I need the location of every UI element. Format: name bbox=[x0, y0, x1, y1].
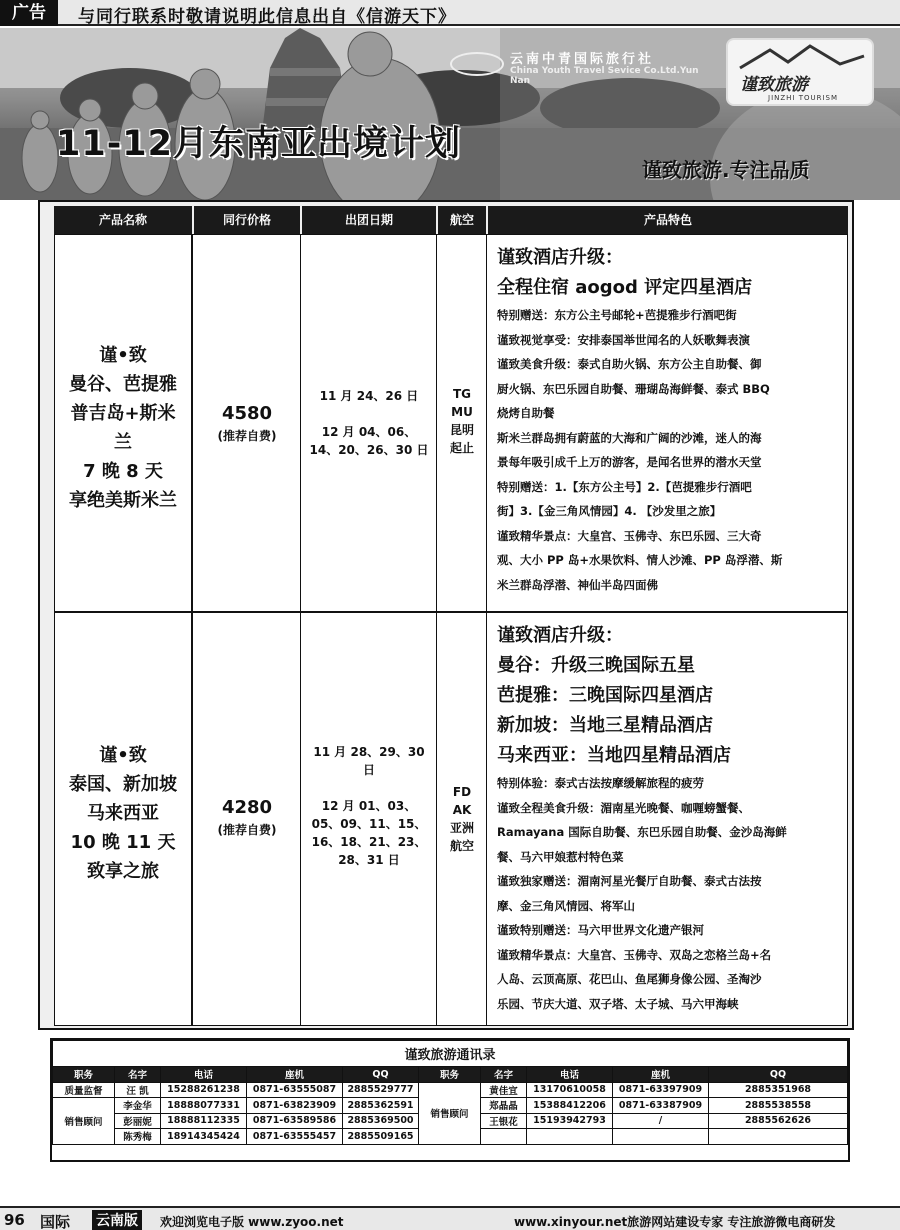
contact-qq: 2885362591 bbox=[343, 1098, 419, 1114]
row1-name-line: 曼谷、芭提雅 bbox=[69, 374, 177, 395]
row2-air-line: AK bbox=[452, 803, 472, 817]
edition-label: 云南版 bbox=[92, 1210, 142, 1230]
contact-role: 质量监督 bbox=[53, 1082, 115, 1098]
contact-header-row bbox=[53, 1067, 848, 1083]
row1-feature-line: 厨火锅、东巴乐园自助餐、珊瑚岛海鲜餐、泰式 BBQ bbox=[497, 381, 770, 396]
row2-feature-line: Ramayana 国际自助餐、东巴乐园自助餐、金沙岛海鲜 bbox=[497, 825, 787, 839]
row1-feature-line: 米兰群岛浮潜、神仙半岛四面佛 bbox=[497, 577, 658, 592]
row2-name-cell bbox=[54, 612, 192, 1026]
row1-feature-line: 烧烤自助餐 bbox=[497, 406, 555, 420]
contact-header-cell: 职务 bbox=[419, 1067, 481, 1083]
contact-qq: 2885351968 bbox=[709, 1082, 848, 1098]
contact-phone: 15288261238 bbox=[161, 1082, 247, 1098]
row1-name bbox=[55, 341, 191, 515]
contact-empty bbox=[527, 1129, 613, 1145]
row1-feature-line: 谨致视觉享受：安排泰国举世闻名的人妖歌舞表演 bbox=[497, 332, 750, 347]
row2-feature-heading: 新加坡：当地三星精品酒店 bbox=[497, 715, 713, 736]
ad-tag: 广告 bbox=[0, 0, 58, 26]
row2-name-line: 马来西亚 bbox=[87, 803, 159, 824]
contact-empty bbox=[613, 1129, 709, 1145]
header-airline: 航空 bbox=[438, 206, 486, 234]
row1-name-line: 普吉岛+斯米 bbox=[70, 403, 176, 424]
row2-air-line: FD bbox=[452, 785, 472, 799]
row2-feature-line: 谨致全程美食升级：湄南星光晚餐、咖喱螃蟹餐、 bbox=[497, 800, 750, 815]
row1-date-line bbox=[301, 405, 437, 423]
contact-role: 销售顾问 bbox=[419, 1082, 481, 1144]
row2-name-line: 谨•致 bbox=[99, 745, 147, 766]
row1-dates-cell bbox=[300, 234, 438, 612]
contact-landline: 0871-63555457 bbox=[247, 1129, 343, 1145]
row2-date-line: 日 bbox=[362, 763, 375, 777]
row1-name-line: 谨•致 bbox=[99, 345, 147, 366]
row2-date-line bbox=[301, 779, 437, 797]
row1-air-line: 起止 bbox=[449, 441, 474, 455]
ad-notice-bar bbox=[0, 0, 900, 26]
contact-header-cell: 座机 bbox=[613, 1067, 709, 1083]
contact-header-cell: QQ bbox=[343, 1067, 419, 1083]
contact-header-cell: 职务 bbox=[53, 1067, 115, 1083]
contact-qq: 2885529777 bbox=[343, 1082, 419, 1098]
row1-price-cell bbox=[192, 234, 302, 612]
row2-features-cell bbox=[486, 612, 848, 1026]
row1-feature-line: 街】3.【金三角风情园】4. 【沙发里之旅】 bbox=[497, 504, 722, 518]
row2-feature-heading: 谨致酒店升级： bbox=[497, 625, 623, 646]
row2-name bbox=[55, 741, 191, 886]
row2-dates bbox=[301, 743, 437, 869]
contact-landline: 0871-63589586 bbox=[247, 1113, 343, 1129]
ad-notice-text: 与同行联系时敬请说明此信息出自《信游天下》 bbox=[78, 7, 456, 27]
brand-name-en: JINZHI TOURISM bbox=[768, 94, 839, 102]
row2-feature-line: 特别体验：泰式古法按摩缓解旅程的疲劳 bbox=[497, 776, 704, 790]
row2-dates-cell bbox=[300, 612, 438, 1026]
row2-airline-cell bbox=[436, 612, 488, 1026]
contact-directory bbox=[50, 1038, 850, 1162]
row2-price-note: (推荐自费) bbox=[217, 823, 277, 837]
row1-feature-line: 谨致美食升级：泰式自助火锅、东方公主自助餐、御 bbox=[497, 357, 762, 371]
page-footer bbox=[0, 1206, 900, 1230]
row1-feature-line: 观、大小 PP 岛+水果饮料、情人沙滩、PP 岛浮潜、斯 bbox=[497, 553, 783, 567]
header-price: 同行价格 bbox=[194, 206, 300, 234]
contact-header-cell: 名字 bbox=[481, 1067, 527, 1083]
row1-feature-line: 景每年吸引成千上万的游客，是闻名世界的潜水天堂 bbox=[497, 455, 762, 469]
hero-banner bbox=[0, 28, 900, 200]
row1-date-line: 14、20、26、30 日 bbox=[309, 443, 429, 457]
contact-qq: 2885538558 bbox=[709, 1098, 848, 1114]
row1-name-line: 兰 bbox=[114, 432, 132, 453]
contact-phone: 18888112335 bbox=[161, 1113, 247, 1129]
contact-name: 李金华 bbox=[115, 1098, 161, 1114]
contact-header-cell: 电话 bbox=[161, 1067, 247, 1083]
row1-price: 4580 bbox=[221, 403, 273, 424]
contact-empty bbox=[709, 1129, 848, 1145]
agency-name-cn: 云南中青国际旅行社 bbox=[510, 52, 655, 67]
contact-role: 销售顾问 bbox=[53, 1098, 115, 1145]
row1-airline-cell bbox=[436, 234, 488, 612]
row1-air-line: TG bbox=[452, 387, 472, 401]
row1-price-note: (推荐自费) bbox=[217, 429, 277, 443]
footer-left-text: 欢迎浏览电子版 www.zyoo.net bbox=[160, 1215, 344, 1229]
header-features: 产品特色 bbox=[488, 206, 848, 234]
contact-phone: 18888077331 bbox=[161, 1098, 247, 1114]
contact-header-cell: 名字 bbox=[115, 1067, 161, 1083]
row2-date-line: 12 月 01、03、 bbox=[321, 799, 417, 813]
contact-name: 黄佳宜 bbox=[481, 1082, 527, 1098]
contact-phone: 15193942793 bbox=[527, 1113, 613, 1129]
row2-name-line: 泰国、新加坡 bbox=[69, 774, 177, 795]
contact-name: 汪 凯 bbox=[115, 1082, 161, 1098]
brand-name-cn: 谨致旅游 bbox=[740, 75, 808, 95]
row2-features bbox=[497, 621, 839, 1016]
row1-air-line: 昆明 bbox=[449, 423, 474, 437]
row1-feature-line: 谨致精华景点：大皇宫、玉佛寺、东巴乐园、三大奇 bbox=[497, 528, 762, 543]
row1-air-line: MU bbox=[451, 405, 473, 419]
row1-features bbox=[497, 243, 839, 597]
row2-date-line: 05、09、11、15、 bbox=[311, 817, 427, 831]
row1-name-line: 享绝美斯米兰 bbox=[69, 490, 177, 511]
row2-feature-line: 谨致特别赠送：马六甲世界文化遗产银河 bbox=[497, 923, 704, 937]
product-table bbox=[38, 200, 854, 1030]
row1-features-cell bbox=[486, 234, 848, 612]
contact-title: 谨致旅游通讯录 bbox=[53, 1041, 848, 1067]
row2-air-line: 航空 bbox=[449, 839, 474, 853]
header-dates: 出团日期 bbox=[302, 206, 436, 234]
row1-feature-heading: 谨致酒店升级： bbox=[497, 247, 623, 268]
row1-feature-line: 斯米兰群岛拥有蔚蓝的大海和广阔的沙滩，迷人的海 bbox=[497, 430, 762, 445]
row1-date-line: 11 月 24、26 日 bbox=[319, 389, 419, 403]
row2-name-line: 10 晚 11 天 bbox=[70, 832, 176, 853]
row1-airline bbox=[437, 385, 487, 457]
section-label: 国际 bbox=[40, 1213, 71, 1230]
row2-price-cell bbox=[192, 612, 302, 1026]
contact-landline: / bbox=[613, 1113, 709, 1129]
contact-name: 王银花 bbox=[481, 1113, 527, 1129]
slogan: 谨致旅游.专注品质 bbox=[642, 158, 810, 182]
contact-phone: 15388412206 bbox=[527, 1098, 613, 1114]
contact-name: 陈秀梅 bbox=[115, 1129, 161, 1145]
row2-airline bbox=[437, 783, 487, 855]
row2-feature-line: 人岛、云顶高原、花巴山、鱼尾狮身像公园、圣淘沙 bbox=[497, 972, 762, 986]
row2-name-line: 致享之旅 bbox=[87, 861, 159, 882]
row1-name-cell bbox=[54, 234, 192, 612]
row2-feature-line: 谨致精华景点：大皇宫、玉佛寺、双岛之恋格兰岛+名 bbox=[497, 947, 772, 962]
contact-phone: 13170610058 bbox=[527, 1082, 613, 1098]
footer-right-text: www.xinyour.net旅游网站建设专家 专注旅游微电商研发 bbox=[514, 1215, 836, 1229]
row2-date-line: 28、31 日 bbox=[338, 853, 400, 867]
row2-air-line: 亚洲 bbox=[449, 821, 474, 835]
contact-table bbox=[52, 1040, 848, 1145]
contact-landline: 0871-63397909 bbox=[613, 1082, 709, 1098]
contact-header-cell: 座机 bbox=[247, 1067, 343, 1083]
row2-price: 4280 bbox=[221, 797, 273, 818]
contact-empty bbox=[481, 1129, 527, 1145]
row2-feature-line: 谨致独家赠送：湄南河星光餐厅自助餐、泰式古法按 bbox=[497, 874, 762, 888]
contact-row bbox=[53, 1082, 848, 1098]
contact-name: 郑晶晶 bbox=[481, 1098, 527, 1114]
row2-feature-line: 乐园、节庆大道、双子塔、太子城、马六甲海峡 bbox=[497, 996, 739, 1011]
page-title: 11-12月东南亚出境计划 bbox=[56, 124, 461, 164]
row2-feature-line: 餐、马六甲娘惹村特色菜 bbox=[497, 849, 624, 864]
row2-date-line: 16、18、21、23、 bbox=[311, 835, 427, 849]
contact-header-cell: QQ bbox=[709, 1067, 848, 1083]
row2-date-line: 11 月 28、29、30 bbox=[313, 745, 425, 759]
page-number: 96 bbox=[4, 1211, 25, 1229]
cyts-logo-icon bbox=[450, 52, 504, 76]
row2-feature-heading: 马来西亚：当地四星精品酒店 bbox=[497, 745, 731, 766]
contact-phone: 18914345424 bbox=[161, 1129, 247, 1145]
row1-feature-line: 特别赠送：东方公主号邮轮+芭提雅步行酒吧街 bbox=[497, 308, 737, 322]
row2-feature-heading: 芭提雅：三晚国际四星酒店 bbox=[497, 685, 713, 706]
row1-feature-line: 特别赠送：1.【东方公主号】2.【芭提雅步行酒吧 bbox=[497, 479, 752, 494]
contact-landline: 0871-63823909 bbox=[247, 1098, 343, 1114]
row1-dates bbox=[301, 387, 437, 459]
agency-name-en: China Youth Travel Sevice Co.Ltd.Yun Nan bbox=[510, 66, 699, 86]
row1-feature-heading: 全程住宿 aogod 评定四星酒店 bbox=[497, 277, 753, 298]
header-product-name: 产品名称 bbox=[54, 206, 192, 234]
row2-feature-line: 摩、金三角风情园、将军山 bbox=[497, 898, 635, 913]
row2-feature-heading: 曼谷：升级三晚国际五星 bbox=[497, 655, 695, 676]
contact-qq: 2885562626 bbox=[709, 1113, 848, 1129]
contact-qq: 2885369500 bbox=[343, 1113, 419, 1129]
jinzhi-brand-logo bbox=[726, 38, 874, 106]
contact-landline: 0871-63387909 bbox=[613, 1098, 709, 1114]
contact-landline: 0871-63555087 bbox=[247, 1082, 343, 1098]
row1-name-line: 7 晚 8 天 bbox=[83, 461, 163, 482]
mountain-logo-icon bbox=[730, 42, 874, 72]
row1-date-line: 12 月 04、06、 bbox=[321, 425, 417, 439]
agency-logo-block bbox=[450, 46, 720, 92]
contact-header-cell: 电话 bbox=[527, 1067, 613, 1083]
contact-qq: 2885509165 bbox=[343, 1129, 419, 1145]
contact-name: 彭丽妮 bbox=[115, 1113, 161, 1129]
